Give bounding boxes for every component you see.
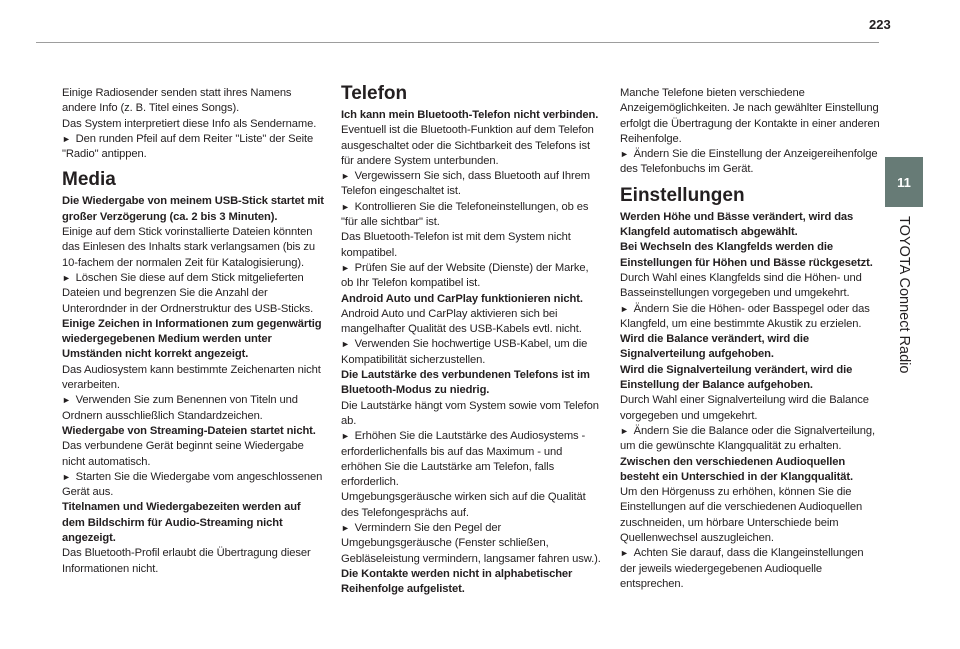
instruction: ► Ändern Sie die Einstellung der Anzeigereihenfolge des Telefonbuchs im Gerät. [620, 147, 882, 178]
chapter-number: 11 [897, 174, 911, 190]
section-heading-telefon: Telefon [341, 83, 408, 104]
section-heading-einstellungen: Einstellungen [620, 184, 745, 206]
paragraph: Manche Telefone bieten verschiedene Anzeigemöglichkeiten. Je nach gewählter Einstellung erfolgt die Übertragung der Kontakte in einer anderen Reihenfolge. [620, 87, 880, 145]
question: Wiedergabe von Streaming-Dateien startet nicht. [62, 424, 316, 437]
question: Werden Höhe und Bässe verändert, wird das Klangfeld automatisch abgewählt. [620, 210, 854, 239]
question: Bei Wechseln des Klangfelds werden die Einstellungen für Höhen und Bässe rückgesetzt. [620, 241, 873, 269]
instruction: ► Den runden Pfeil auf dem Reiter "Liste" der Seite "Radio" antippen. [62, 132, 324, 163]
answer: Android Auto und CarPlay aktivieren sich bei mangelhafter Qualität des USB-Kabels evtl. nicht. [341, 307, 582, 336]
question: Wird die Balance verändert, wird die Signalverteilung aufgehoben. [620, 333, 810, 361]
chapter-tab [885, 157, 923, 207]
page-number: 223 [869, 17, 891, 32]
answer: Eventuell ist die Bluetooth-Funktion auf dem Telefon ausgeschaltet oder die Sichtbarkeit des Telefons ist für andere System unterbunden. [341, 124, 594, 167]
column-left [62, 86, 324, 577]
instruction: ► Verwenden Sie zum Benennen von Titeln und Ordnern ausschließlich Standardzeichen. [62, 393, 324, 424]
chapter-title: TOYOTA Connect Radio [896, 216, 912, 374]
answer: Die Lautstärke hängt vom System sowie vom Telefon ab. [341, 399, 599, 427]
question: Die Lautstärke des verbundenen Telefons ist im Bluetooth-Modus zu niedrig. [341, 369, 590, 397]
answer: Umgebungsgeräusche wirken sich auf die Qualität des Telefongesprächs auf. [341, 491, 586, 519]
instruction: ► Ändern Sie die Balance oder die Signalverteilung, um die gewünschte Klangqualität zu erhalten. [620, 424, 882, 455]
column-right [620, 86, 882, 592]
question: Android Auto und CarPlay funktionieren nicht. [341, 292, 583, 305]
answer: Durch Wahl eines Klangfelds sind die Höhen- und Basseinstellungen vorgegeben und umgekehrt. [620, 271, 862, 300]
question: Wird die Signalverteilung verändert, wird die Einstellung der Balance aufgehoben. [620, 363, 853, 392]
paragraph: Das System interpretiert diese Info als Sendername. [62, 117, 317, 130]
question: Titelnamen und Wiedergabezeiten werden auf dem Bildschirm für Audio-Streaming nicht angezeigt. [62, 501, 301, 545]
answer: Das Bluetooth-Telefon ist mit dem System nicht kompatibel. [341, 231, 571, 259]
instruction: ► Löschen Sie diese auf dem Stick mitgelieferten Dateien und begrenzen Sie die Anzahl der Unterordnder in der Ordnerstruktur des USB-Sticks. [62, 271, 324, 317]
column-middle [341, 82, 603, 598]
instruction: ► Starten Sie die Wiedergabe vom angeschlossenen Gerät aus. [62, 470, 324, 501]
instruction: ► Vergewissern Sie sich, dass Bluetooth auf Ihrem Telefon eingeschaltet ist. [341, 169, 603, 200]
question: Die Wiedergabe von meinem USB-Stick startet mit großer Verzögerung (ca. 2 bis 3 Minuten). [62, 195, 324, 223]
answer: Um den Hörgenuss zu erhöhen, können Sie die Einstellungen auf die verschiedenen Audioquellen zuschneiden, um hörbare Unterschiede beim Quellenwechsel auszugleichen. [620, 486, 863, 545]
question: Einige Zeichen in Informationen zum gegenwärtig wiedergegebenen Medium werden unter Umständen nicht korrekt angezeigt. [62, 317, 322, 361]
instruction: ► Kontrollieren Sie die Telefoneinstellungen, ob es "für alle sichtbar" ist. [341, 200, 603, 231]
instruction: ► Verwenden Sie hochwertige USB-Kabel, um die Kompatibilität sicherzustellen. [341, 337, 603, 368]
question: Ich kann mein Bluetooth-Telefon nicht verbinden. [341, 109, 599, 121]
answer: Das Bluetooth-Profil erlaubt die Übertragung dieser Informationen nicht. [62, 547, 311, 575]
answer: Das Audiosystem kann bestimmte Zeichenarten nicht verarbeiten. [62, 363, 321, 392]
header-divider [36, 42, 879, 43]
section-heading-media: Media [62, 169, 116, 191]
answer: Das verbundene Gerät beginnt seine Wiedergabe nicht automatisch. [62, 440, 304, 468]
answer: Einige auf dem Stick vorinstallierte Dateien könnten das Einlesen des Inhalts stark verlangsamen (bis zu 10-fachem der normalen Zeit für Katalogisierung). [62, 226, 315, 269]
instruction: ► Vermindern Sie den Pegel der Umgebungsgeräusche (Fenster schließen, Gebläseleistung vermindern, langsamer fahren usw.). [341, 521, 603, 567]
instruction: ► Erhöhen Sie die Lautstärke des Audiosystems - erforderlichenfalls bis auf das Maximum - und erhöhen Sie die Lautstärke am Telefon, falls erforderlich. [341, 429, 603, 490]
instruction: ► Ändern Sie die Höhen- oder Basspegel oder das Klangfeld, um eine bestimmte Akustik zu erzielen. [620, 302, 882, 333]
question: Zwischen den verschiedenen Audioquellen besteht ein Unterschied in der Klangqualität. [620, 455, 853, 483]
instruction: ► Prüfen Sie auf der Website (Dienste) der Marke, ob Ihr Telefon kompatibel ist. [341, 261, 603, 292]
paragraph: Einige Radiosender senden statt ihres Namens andere Info (z. B. Titel eines Songs). [62, 87, 292, 115]
answer: Durch Wahl einer Signalverteilung wird die Balance vorgegeben und umgekehrt. [620, 394, 869, 422]
question: Die Kontakte werden nicht in alphabetischer Reihenfolge aufgelistet. [341, 567, 573, 596]
instruction: ► Achten Sie darauf, dass die Klangeinstellungen der jeweils wiedergegebenen Audioquelle entsprechen. [620, 546, 882, 592]
